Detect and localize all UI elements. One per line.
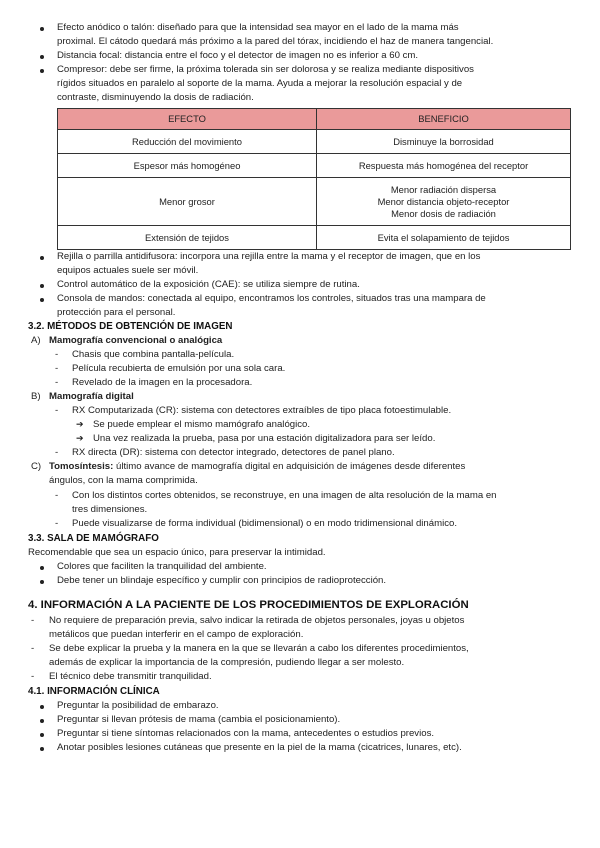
bullet-dot bbox=[40, 580, 44, 584]
bullet-dot bbox=[40, 733, 44, 737]
table-row bbox=[58, 154, 571, 178]
bullet-dot bbox=[40, 284, 44, 288]
list-item: Se debe explicar la prueba y la manera en la que se llevarán a cabo los diferentes procedimientos, bbox=[49, 643, 469, 654]
dash-marker: - bbox=[31, 643, 35, 654]
bullet-text-compresor-2: rígidos situados en paralelo al soporte de la mama. Ayuda a mejorar la resolución espacial y de bbox=[57, 78, 463, 89]
table-row bbox=[58, 130, 571, 154]
section-title-3-3: 3.3. SALA DE MAMÓGRAFO bbox=[28, 533, 159, 544]
bullet-dot bbox=[40, 298, 44, 302]
bullet-text-anodic-2: proximal. El cátodo quedará más próximo a la pared del tórax, incidiendo el haz de manera tangencial. bbox=[57, 36, 494, 47]
sub-list-item: Una vez realizada la prueba, pasa por una estación digitalizadora para ser leído. bbox=[93, 433, 436, 444]
dash-marker: - bbox=[55, 377, 59, 388]
table-cell-efecto: Extensión de tejidos bbox=[58, 226, 317, 250]
section-intro: Recomendable que sea un espacio único, para preservar la intimidad. bbox=[28, 547, 326, 558]
dash-marker: - bbox=[31, 615, 35, 626]
bullet-text-rejilla-1: Rejilla o parrilla antidifusora: incorpora una rejilla entre la mama y el receptor de imagen, que en los bbox=[57, 251, 481, 262]
dash-marker: - bbox=[55, 405, 59, 416]
table-cell-beneficio: Respuesta más homogénea del receptor bbox=[317, 154, 571, 178]
bullet-dot bbox=[40, 747, 44, 751]
bullet-text-compresor-1: Compresor: debe ser firme, la próxima tolerada sin ser dolorosa y se realiza mediante dispositivos bbox=[57, 64, 474, 75]
bullet-dot bbox=[40, 69, 44, 73]
bullet-text-cae: Control automático de la exposición (CAE): se utiliza siempre de rutina. bbox=[57, 279, 360, 290]
subsection-c-text: último avance de mamografía digital en adquisición de imágenes desde diferentes bbox=[113, 461, 466, 472]
arrow-right-icon: ➔ bbox=[76, 419, 84, 429]
list-item: Película recubierta de emulsión por una sola cara. bbox=[72, 363, 286, 374]
bullet-dot bbox=[40, 27, 44, 31]
dash-marker: - bbox=[55, 490, 59, 501]
section-title-3-2: 3.2. MÉTODOS DE OBTENCIÓN DE IMAGEN bbox=[28, 321, 233, 332]
bullet-text: Anotar posibles lesiones cutáneas que presente en la piel de la mama (cicatrices, lunares, etc). bbox=[57, 742, 462, 753]
table-cell-beneficio: Disminuye la borrosidad bbox=[317, 130, 571, 154]
table-cell-efecto: Espesor más homogéneo bbox=[58, 154, 317, 178]
table-cell-efecto: Reducción del movimiento bbox=[58, 130, 317, 154]
subsection-title-c: Tomosíntesis: bbox=[49, 461, 114, 472]
list-item: No requiere de preparación previa, salvo indicar la retirada de objetos personales, joyas u objetos bbox=[49, 615, 465, 626]
list-item: Con los distintos cortes obtenidos, se reconstruye, en una imagen de alta resolución de la mama en bbox=[72, 490, 497, 501]
bullet-dot bbox=[40, 256, 44, 260]
list-item-cont: tres dimensiones. bbox=[72, 504, 148, 515]
list-letter-a: A) bbox=[31, 335, 41, 346]
bullet-dot bbox=[40, 719, 44, 723]
bullet-text: Colores que faciliten la tranquilidad del ambiente. bbox=[57, 561, 267, 572]
bullet-dot bbox=[40, 705, 44, 709]
list-item-dr: RX directa (DR): sistema con detector integrado, detectores de panel plano. bbox=[72, 447, 395, 458]
bullet-text: Preguntar si llevan prótesis de mama (cambia el posicionamiento). bbox=[57, 714, 341, 725]
dash-marker: - bbox=[31, 671, 35, 682]
bullet-dot bbox=[40, 566, 44, 570]
table-row bbox=[58, 226, 571, 250]
section-title-4-1: 4.1. INFORMACIÓN CLÍNICA bbox=[28, 686, 160, 697]
sub-list-item: Se puede emplear el mismo mamógrafo analógico. bbox=[93, 419, 311, 430]
list-item-cont: metálicos que puedan interferir en el campo de exploración. bbox=[49, 629, 304, 640]
bullet-text: Preguntar si tiene síntomas relacionados con la mama, antecedentes o estudios previos. bbox=[57, 728, 435, 739]
table-cell-efecto: Menor grosor bbox=[58, 178, 317, 226]
table-cell-line: Menor radiación dispersa bbox=[390, 183, 497, 195]
list-item: Revelado de la imagen en la procesadora. bbox=[72, 377, 253, 388]
table-cell-beneficio bbox=[317, 178, 571, 226]
bullet-text-compresor-3: contraste, disminuyendo la dosis de radiación. bbox=[57, 92, 254, 103]
list-item: El técnico debe transmitir tranquilidad. bbox=[49, 671, 212, 682]
subsection-c-line bbox=[49, 460, 465, 473]
table-header-row bbox=[58, 109, 571, 130]
bullet-text-consola-2: protección para el personal. bbox=[57, 307, 176, 318]
bullet-text-consola-1: Consola de mandos: conectada al equipo, encontramos los controles, situados tras una mampara de bbox=[57, 293, 486, 304]
arrow-right-icon: ➔ bbox=[76, 433, 84, 443]
bullet-text-focal: Distancia focal: distancia entre el foco y el detector de imagen no es inferior a 60 cm. bbox=[57, 50, 419, 61]
subsection-title-a: Mamografía convencional o analógica bbox=[49, 335, 223, 346]
subsection-c-text-2: ángulos, con la mama comprimida. bbox=[49, 475, 198, 486]
bullet-text-rejilla-2: equipos actuales suele ser móvil. bbox=[57, 265, 199, 276]
bullet-dot bbox=[40, 55, 44, 59]
table-row bbox=[58, 178, 571, 226]
dash-marker: - bbox=[55, 447, 59, 458]
table-header-beneficio: BENEFICIO bbox=[317, 109, 571, 130]
list-letter-b: B) bbox=[31, 391, 41, 402]
table-header-efecto: EFECTO bbox=[58, 109, 317, 130]
effects-table bbox=[57, 108, 571, 250]
list-item: Chasis que combina pantalla-película. bbox=[72, 349, 235, 360]
section-title-4: 4. INFORMACIÓN A LA PACIENTE DE LOS PROCEDIMIENTOS DE EXPLORACIÓN bbox=[28, 599, 469, 611]
bullet-text: Debe tener un blindaje específico y cumplir con principios de radioprotección. bbox=[57, 575, 387, 586]
table-cell-line: Menor dosis de radiación bbox=[391, 207, 496, 219]
dash-marker: - bbox=[55, 363, 59, 374]
list-item-cr: RX Computarizada (CR): sistema con detectores extraíbles de tipo placa fotoestimulable. bbox=[72, 405, 452, 416]
dash-marker: - bbox=[55, 518, 59, 529]
list-letter-c: C) bbox=[31, 461, 42, 472]
dash-marker: - bbox=[55, 349, 59, 360]
bullet-text-anodic-1: Efecto anódico o talón: diseñado para que la intensidad sea mayor en el lado de la mama más bbox=[57, 22, 459, 33]
table-cell-line: Menor distancia objeto-receptor bbox=[377, 195, 510, 207]
table-cell-beneficio: Evita el solapamiento de tejidos bbox=[317, 226, 571, 250]
list-item-cont: además de explicar la importancia de la compresión, pudiendo llegar a ser molesto. bbox=[49, 657, 405, 668]
list-item: Puede visualizarse de forma individual (bidimensional) o en modo tridimensional dinámico. bbox=[72, 518, 458, 529]
bullet-text: Preguntar la posibilidad de embarazo. bbox=[57, 700, 219, 711]
subsection-title-b: Mamografía digital bbox=[49, 391, 134, 402]
